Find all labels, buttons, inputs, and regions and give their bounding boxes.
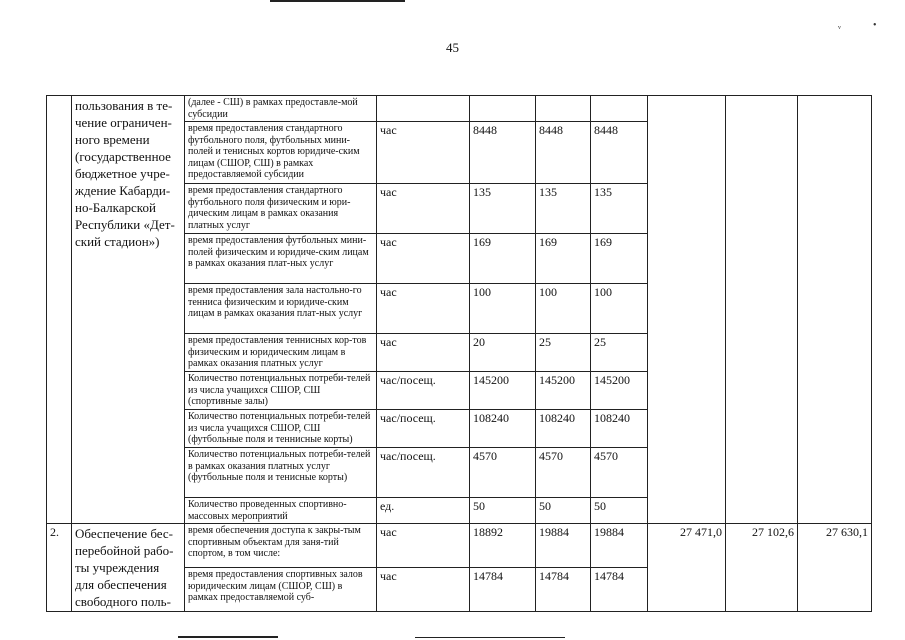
unit-cell: час: [377, 234, 470, 284]
value-cell: 100: [470, 284, 536, 334]
unit-cell: [377, 96, 470, 122]
finance-cell: [726, 96, 798, 524]
value-cell: 25: [591, 334, 648, 372]
report-table: [46, 95, 872, 612]
value-cell: 50: [536, 498, 591, 524]
table-row: [47, 524, 872, 568]
value-cell: 50: [591, 498, 648, 524]
scan-artifact-bottom: [178, 636, 278, 638]
indicator-cell: Количество проведенных спортивно-массовых мероприятий: [185, 498, 377, 524]
value-cell: 14784: [591, 568, 648, 612]
page-number: 45: [446, 40, 459, 55]
value-cell: 8448: [536, 122, 591, 184]
value-cell: 19884: [536, 524, 591, 568]
indicator-cell: время предоставления стандартного футбольного поля физическим и юри-дическим лицам в рамках оказания платных услуг: [185, 184, 377, 234]
scan-artifact-top: [270, 0, 405, 2]
value-cell: 8448: [470, 122, 536, 184]
value-cell: 4570: [591, 448, 648, 498]
value-cell: 25: [536, 334, 591, 372]
value-cell: 135: [591, 184, 648, 234]
value-cell: 100: [536, 284, 591, 334]
indicator-cell: время предоставления теннисных кор-тов физическим и юридическим лицам в рамках оказания платных услуг: [185, 334, 377, 372]
indicator-cell: время предоставления футбольных мини-полей физическим и юридиче-ским лицам в рамках оказания плат-ных услуг: [185, 234, 377, 284]
unit-cell: час/посещ.: [377, 372, 470, 410]
indicator-cell: (далее - СШ) в рамках предоставле-мой субсидии: [185, 96, 377, 122]
unit-cell: час: [377, 284, 470, 334]
value-cell: 100: [591, 284, 648, 334]
value-cell: 20: [470, 334, 536, 372]
value-cell: 108240: [470, 410, 536, 448]
value-cell: 19884: [591, 524, 648, 568]
unit-cell: час: [377, 568, 470, 612]
indicator-cell: Количество потенциальных потреби-телей из числа учащихся СШОР, СШ (спортивные залы): [185, 372, 377, 410]
value-cell: 8448: [591, 122, 648, 184]
scan-artifact-mark: •: [873, 20, 877, 31]
unit-cell: час: [377, 122, 470, 184]
value-cell: 169: [591, 234, 648, 284]
indicator-cell: время предоставления зала настольно-го тенниса физическим и юридиче-ским лицам в рамках оказания плат-ных услуг: [185, 284, 377, 334]
unit-cell: час/посещ.: [377, 410, 470, 448]
value-cell: 135: [536, 184, 591, 234]
unit-cell: час: [377, 184, 470, 234]
finance-cell: 27 630,1: [798, 524, 872, 612]
value-cell: [470, 96, 536, 122]
value-cell: 108240: [591, 410, 648, 448]
value-cell: 14784: [536, 568, 591, 612]
value-cell: 4570: [470, 448, 536, 498]
value-cell: 169: [536, 234, 591, 284]
finance-cell: [798, 96, 872, 524]
table-row: [47, 96, 872, 122]
value-cell: 18892: [470, 524, 536, 568]
value-cell: 145200: [591, 372, 648, 410]
indicator-cell: время предоставления стандартного футбольного поля, футбольных мини-полей и тенисных кортов юридиче-ским лицам (СШОР, СШ) в рамках предоставляемой субсидии: [185, 122, 377, 184]
organization-name-cell: пользования в те-чение ограничен-ного времени (государственное бюджетное учре-ждение Кабарди-но-Балкарской Республики «Дет-ский стадион»): [72, 96, 185, 524]
unit-cell: час/посещ.: [377, 448, 470, 498]
value-cell: 169: [470, 234, 536, 284]
finance-cell: 27 102,6: [726, 524, 798, 612]
finance-cell: [648, 96, 726, 524]
item-number-cell: 2.: [47, 524, 72, 612]
item-number-cell: [47, 96, 72, 524]
indicator-cell: время обеспечения доступа к закры-тым спортивным объектам для заня-тий спортом, в том числе:: [185, 524, 377, 568]
indicator-cell: время предоставления спортивных залов юридическим лицам (СШОР, СШ) в рамках предоставляемой суб-: [185, 568, 377, 612]
value-cell: 145200: [536, 372, 591, 410]
scan-artifact-mark: ᵥ: [838, 20, 841, 31]
item-name-cell: Обеспечение бес-перебойной рабо-ты учреждения для обеспечения свободного поль-: [72, 524, 185, 612]
value-cell: 108240: [536, 410, 591, 448]
value-cell: 50: [470, 498, 536, 524]
unit-cell: ед.: [377, 498, 470, 524]
unit-cell: час: [377, 334, 470, 372]
value-cell: 135: [470, 184, 536, 234]
scan-artifact-bottom: [415, 637, 565, 638]
value-cell: 145200: [470, 372, 536, 410]
indicator-cell: Количество потенциальных потреби-телей из числа учащихся СШОР, СШ (футбольные поля и теннисные корты): [185, 410, 377, 448]
value-cell: [591, 96, 648, 122]
value-cell: [536, 96, 591, 122]
value-cell: 14784: [470, 568, 536, 612]
value-cell: 4570: [536, 448, 591, 498]
indicator-cell: Количество потенциальных потреби-телей в рамках оказания платных услуг (футбольные поля и тенисные корты): [185, 448, 377, 498]
unit-cell: час: [377, 524, 470, 568]
finance-cell: 27 471,0: [648, 524, 726, 612]
